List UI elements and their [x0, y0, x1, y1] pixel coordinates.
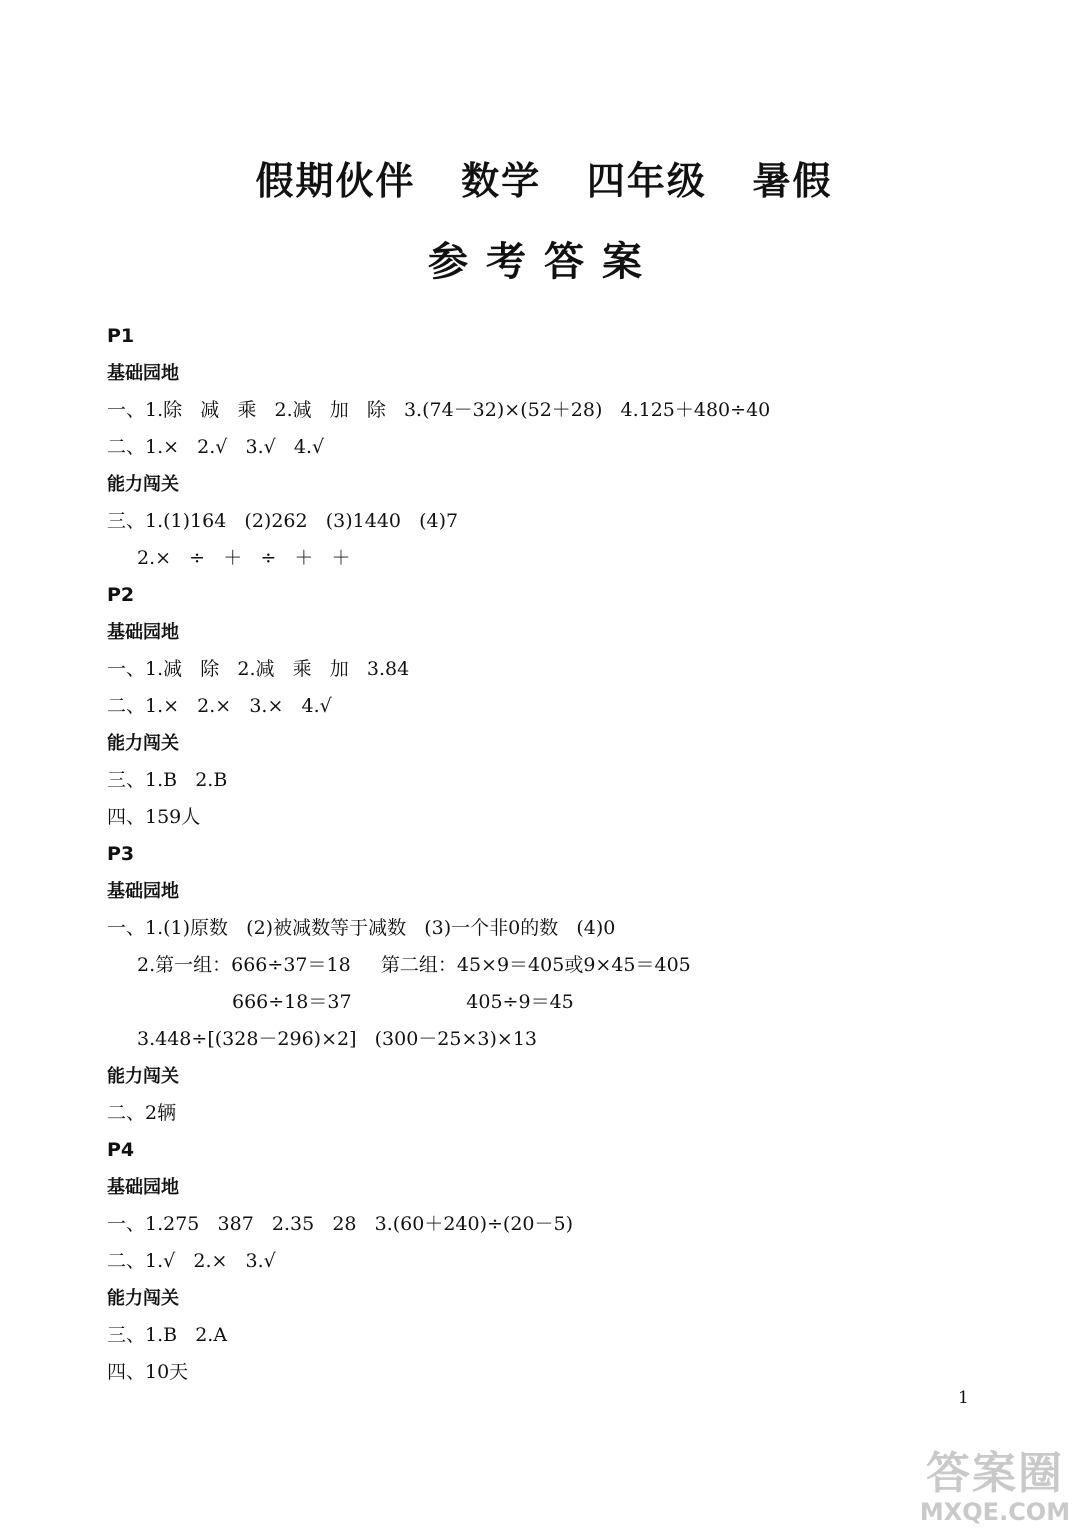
section-heading: 能力闯关 — [107, 733, 179, 754]
document-title: 假期伙伴 数学 四年级 暑假 — [255, 159, 833, 203]
answer-line: 二、1.× 2.√ 3.√ 4.√ — [107, 436, 325, 458]
section-heading: 能力闯关 — [107, 1288, 179, 1309]
answer-line: 一、1.275 387 2.35 28 3.(60＋240)÷(20－5) — [107, 1213, 574, 1235]
answer-line: 三、1.(1)164 (2)262 (3)1440 (4)7 — [107, 510, 459, 532]
page-heading: P3 — [107, 843, 135, 865]
answer-line: 二、1.√ 2.× 3.√ — [107, 1250, 276, 1272]
answer-content — [107, 318, 1007, 1391]
watermark-logo — [910, 1450, 1080, 1530]
answer-line: 一、1.除 减 乘 2.减 加 除 3.(74－32)×(52＋28) 4.125＋480÷40 — [107, 399, 771, 421]
answer-line: 四、10天 — [107, 1361, 189, 1383]
section-heading: 基础园地 — [107, 881, 179, 902]
page-heading: P2 — [107, 584, 135, 606]
section-heading: 基础园地 — [107, 622, 179, 643]
watermark-title: 答案圈 — [926, 1448, 1064, 1499]
answer-line: 2.× ÷ ＋ ÷ ＋ ＋ — [137, 547, 351, 569]
answer-line: 三、1.B 2.A — [107, 1324, 228, 1346]
answer-line: 一、1.(1)原数 (2)被减数等于减数 (3)一个非0的数 (4)0 — [107, 917, 616, 939]
section-heading: 基础园地 — [107, 1177, 179, 1198]
answer-line: 三、1.B 2.B — [107, 769, 228, 791]
section-heading: 能力闯关 — [107, 474, 179, 495]
page-number: 1 — [958, 1388, 969, 1408]
section-heading: 基础园地 — [107, 363, 179, 384]
answer-line: 二、2辆 — [107, 1102, 177, 1124]
answer-line: 2.第一组：666÷37＝18 第二组：45×9＝405或9×45＝405 — [137, 954, 691, 976]
answer-line: 666÷18＝37 405÷9＝45 — [232, 991, 574, 1013]
answer-line: 一、1.减 除 2.减 乘 加 3.84 — [107, 658, 410, 680]
page-heading: P4 — [107, 1139, 135, 1161]
answer-line: 二、1.× 2.× 3.× 4.√ — [107, 695, 332, 717]
answer-line: 四、159人 — [107, 806, 201, 828]
section-heading: 能力闯关 — [107, 1066, 179, 1087]
watermark-url: MXQE.COM — [919, 1498, 1071, 1526]
page-heading: P1 — [107, 325, 135, 347]
answer-line: 3.448÷[(328－296)×2] (300－25×3)×13 — [137, 1028, 537, 1050]
document-subtitle: 参考答案 — [428, 238, 660, 285]
